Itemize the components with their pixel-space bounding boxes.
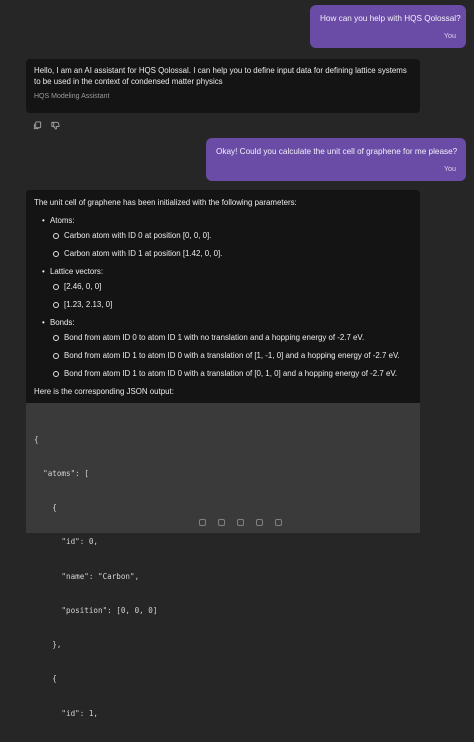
list-item: Bond from atom ID 0 to atom ID 1 with no translation and a hopping energy of -2.7 eV. bbox=[52, 332, 412, 343]
json-intro-text: Here is the corresponding JSON output: bbox=[34, 387, 174, 396]
list-item: Bond from atom ID 1 to atom ID 0 with a translation of [0, 1, 0] and a hopping energy of -2.7 eV. bbox=[52, 368, 412, 379]
bottom-toolbar bbox=[150, 518, 330, 527]
assistant-signature: HQS Modeling Assistant bbox=[34, 93, 110, 100]
code-line: }, bbox=[34, 640, 62, 650]
toolbar-icon[interactable] bbox=[199, 519, 206, 526]
list-item: Carbon atom with ID 1 at position [1.42, 0, 0]. bbox=[52, 248, 412, 259]
code-line: { bbox=[34, 434, 39, 444]
section-title: Atoms: bbox=[50, 216, 75, 225]
user-sender-label: You bbox=[443, 31, 456, 40]
thumbs-down-icon[interactable] bbox=[50, 120, 60, 130]
toolbar-icon[interactable] bbox=[275, 519, 282, 526]
assistant-message-bubble bbox=[26, 190, 420, 718]
list-item bbox=[42, 215, 412, 259]
list-item: [2.46, 0, 0] bbox=[52, 281, 412, 292]
code-block[interactable] bbox=[26, 403, 420, 718]
toolbar-icon[interactable] bbox=[256, 519, 263, 526]
code-line: "id": 1, bbox=[34, 708, 99, 718]
assistant-intro-text: The unit cell of graphene has been initialized with the following parameters: bbox=[34, 198, 297, 207]
user-message-bubble bbox=[310, 5, 466, 48]
list-item: Bond from atom ID 1 to atom ID 0 with a translation of [1, -1, 0] and a hopping energy of -2.7 eV. bbox=[52, 350, 412, 361]
user-message-text: How can you help with HQS Qolossal? bbox=[320, 14, 461, 23]
user-message-bubble bbox=[206, 138, 466, 181]
code-line: { bbox=[34, 503, 57, 513]
list-item: Carbon atom with ID 0 at position [0, 0, 0]. bbox=[52, 230, 412, 241]
section-title: Bonds: bbox=[50, 318, 75, 327]
message-actions bbox=[32, 120, 60, 130]
list-item bbox=[42, 317, 412, 379]
code-line: "name": "Carbon", bbox=[34, 571, 140, 581]
sub-list bbox=[50, 230, 412, 259]
section-title: Lattice vectors: bbox=[50, 267, 104, 276]
sub-list bbox=[50, 281, 412, 310]
toolbar-icon[interactable] bbox=[218, 519, 225, 526]
user-sender-label: You bbox=[443, 164, 456, 173]
user-message-text: Okay! Could you calculate the unit cell of graphene for me please? bbox=[216, 147, 458, 156]
assistant-message-text: Hello, I am an AI assistant for HQS Qolossal. I can help you to define input data for defining lattice systems to be used in the context of condensed matter physics bbox=[34, 66, 407, 86]
code-line: "atoms": [ bbox=[34, 469, 89, 479]
code-line: "id": 0, bbox=[34, 537, 99, 547]
code-line: "position": [0, 0, 0] bbox=[34, 605, 158, 615]
code-line: { bbox=[34, 674, 57, 684]
parameter-list bbox=[34, 215, 412, 379]
toolbar-icon[interactable] bbox=[237, 519, 244, 526]
assistant-message-bubble bbox=[26, 59, 420, 113]
list-item bbox=[42, 266, 412, 310]
sub-list bbox=[50, 332, 412, 379]
list-item: [1.23, 2.13, 0] bbox=[52, 299, 412, 310]
copy-icon[interactable] bbox=[32, 120, 42, 130]
